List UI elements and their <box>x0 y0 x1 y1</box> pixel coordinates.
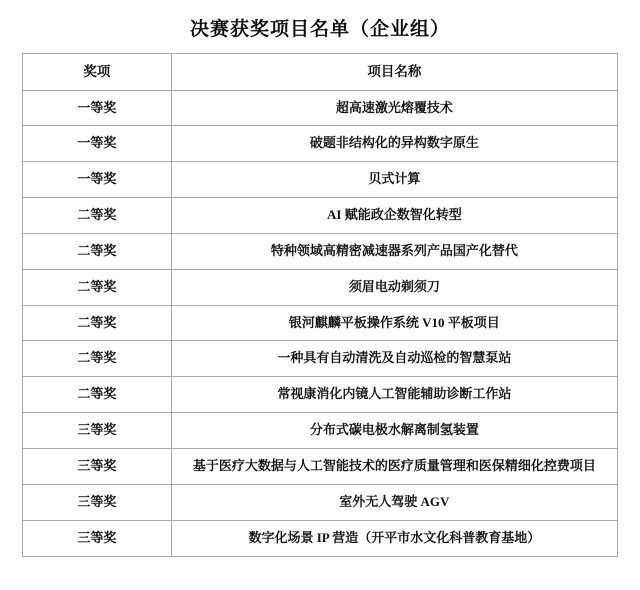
cell-award: 三等奖 <box>23 449 172 485</box>
cell-project: 数字化场景 IP 营造（开平市水文化科普教育基地） <box>171 520 617 556</box>
table-row <box>23 198 618 234</box>
table-row <box>23 449 618 485</box>
cell-project: 银河麒麟平板操作系统 V10 平板项目 <box>171 305 617 341</box>
table-row <box>23 484 618 520</box>
cell-project: 特种领域高精密减速器系列产品国产化替代 <box>171 233 617 269</box>
cell-award: 二等奖 <box>23 269 172 305</box>
cell-award: 二等奖 <box>23 341 172 377</box>
column-header-project: 项目名称 <box>171 54 617 91</box>
table-header <box>23 54 618 91</box>
cell-award: 一等奖 <box>23 162 172 198</box>
cell-project: 基于医疗大数据与人工智能技术的医疗质量管理和医保精细化控费项目 <box>171 449 617 485</box>
cell-project: 须眉电动剃须刀 <box>171 269 617 305</box>
table-row <box>23 269 618 305</box>
cell-project: 室外无人驾驶 AGV <box>171 484 617 520</box>
cell-award: 三等奖 <box>23 484 172 520</box>
table-row <box>23 520 618 556</box>
cell-award: 二等奖 <box>23 198 172 234</box>
cell-project: 破题非结构化的异构数字原生 <box>171 126 617 162</box>
cell-award: 三等奖 <box>23 413 172 449</box>
table-header-row <box>23 54 618 91</box>
table-row <box>23 377 618 413</box>
table-row <box>23 126 618 162</box>
cell-award: 二等奖 <box>23 305 172 341</box>
award-table <box>22 53 618 557</box>
cell-project: 常视康消化内镜人工智能辅助诊断工作站 <box>171 377 617 413</box>
cell-award: 三等奖 <box>23 520 172 556</box>
cell-award: 一等奖 <box>23 90 172 126</box>
cell-project: 贝式计算 <box>171 162 617 198</box>
cell-award: 二等奖 <box>23 233 172 269</box>
cell-award: 二等奖 <box>23 377 172 413</box>
table-row <box>23 233 618 269</box>
page-title: 决赛获奖项目名单（企业组） <box>189 19 450 40</box>
column-header-award: 奖项 <box>23 54 172 91</box>
award-table-container <box>0 53 640 557</box>
table-row <box>23 90 618 126</box>
table-row <box>23 413 618 449</box>
cell-project: 超高速激光熔覆技术 <box>171 90 617 126</box>
table-row <box>23 162 618 198</box>
table-body <box>23 90 618 556</box>
cell-project: 分布式碳电极水解离制氢装置 <box>171 413 617 449</box>
cell-project: AI 赋能政企数智化转型 <box>171 198 617 234</box>
cell-project: 一种具有自动清洗及自动巡检的智慧泵站 <box>171 341 617 377</box>
cell-award: 一等奖 <box>23 126 172 162</box>
table-row <box>23 305 618 341</box>
table-row <box>23 341 618 377</box>
